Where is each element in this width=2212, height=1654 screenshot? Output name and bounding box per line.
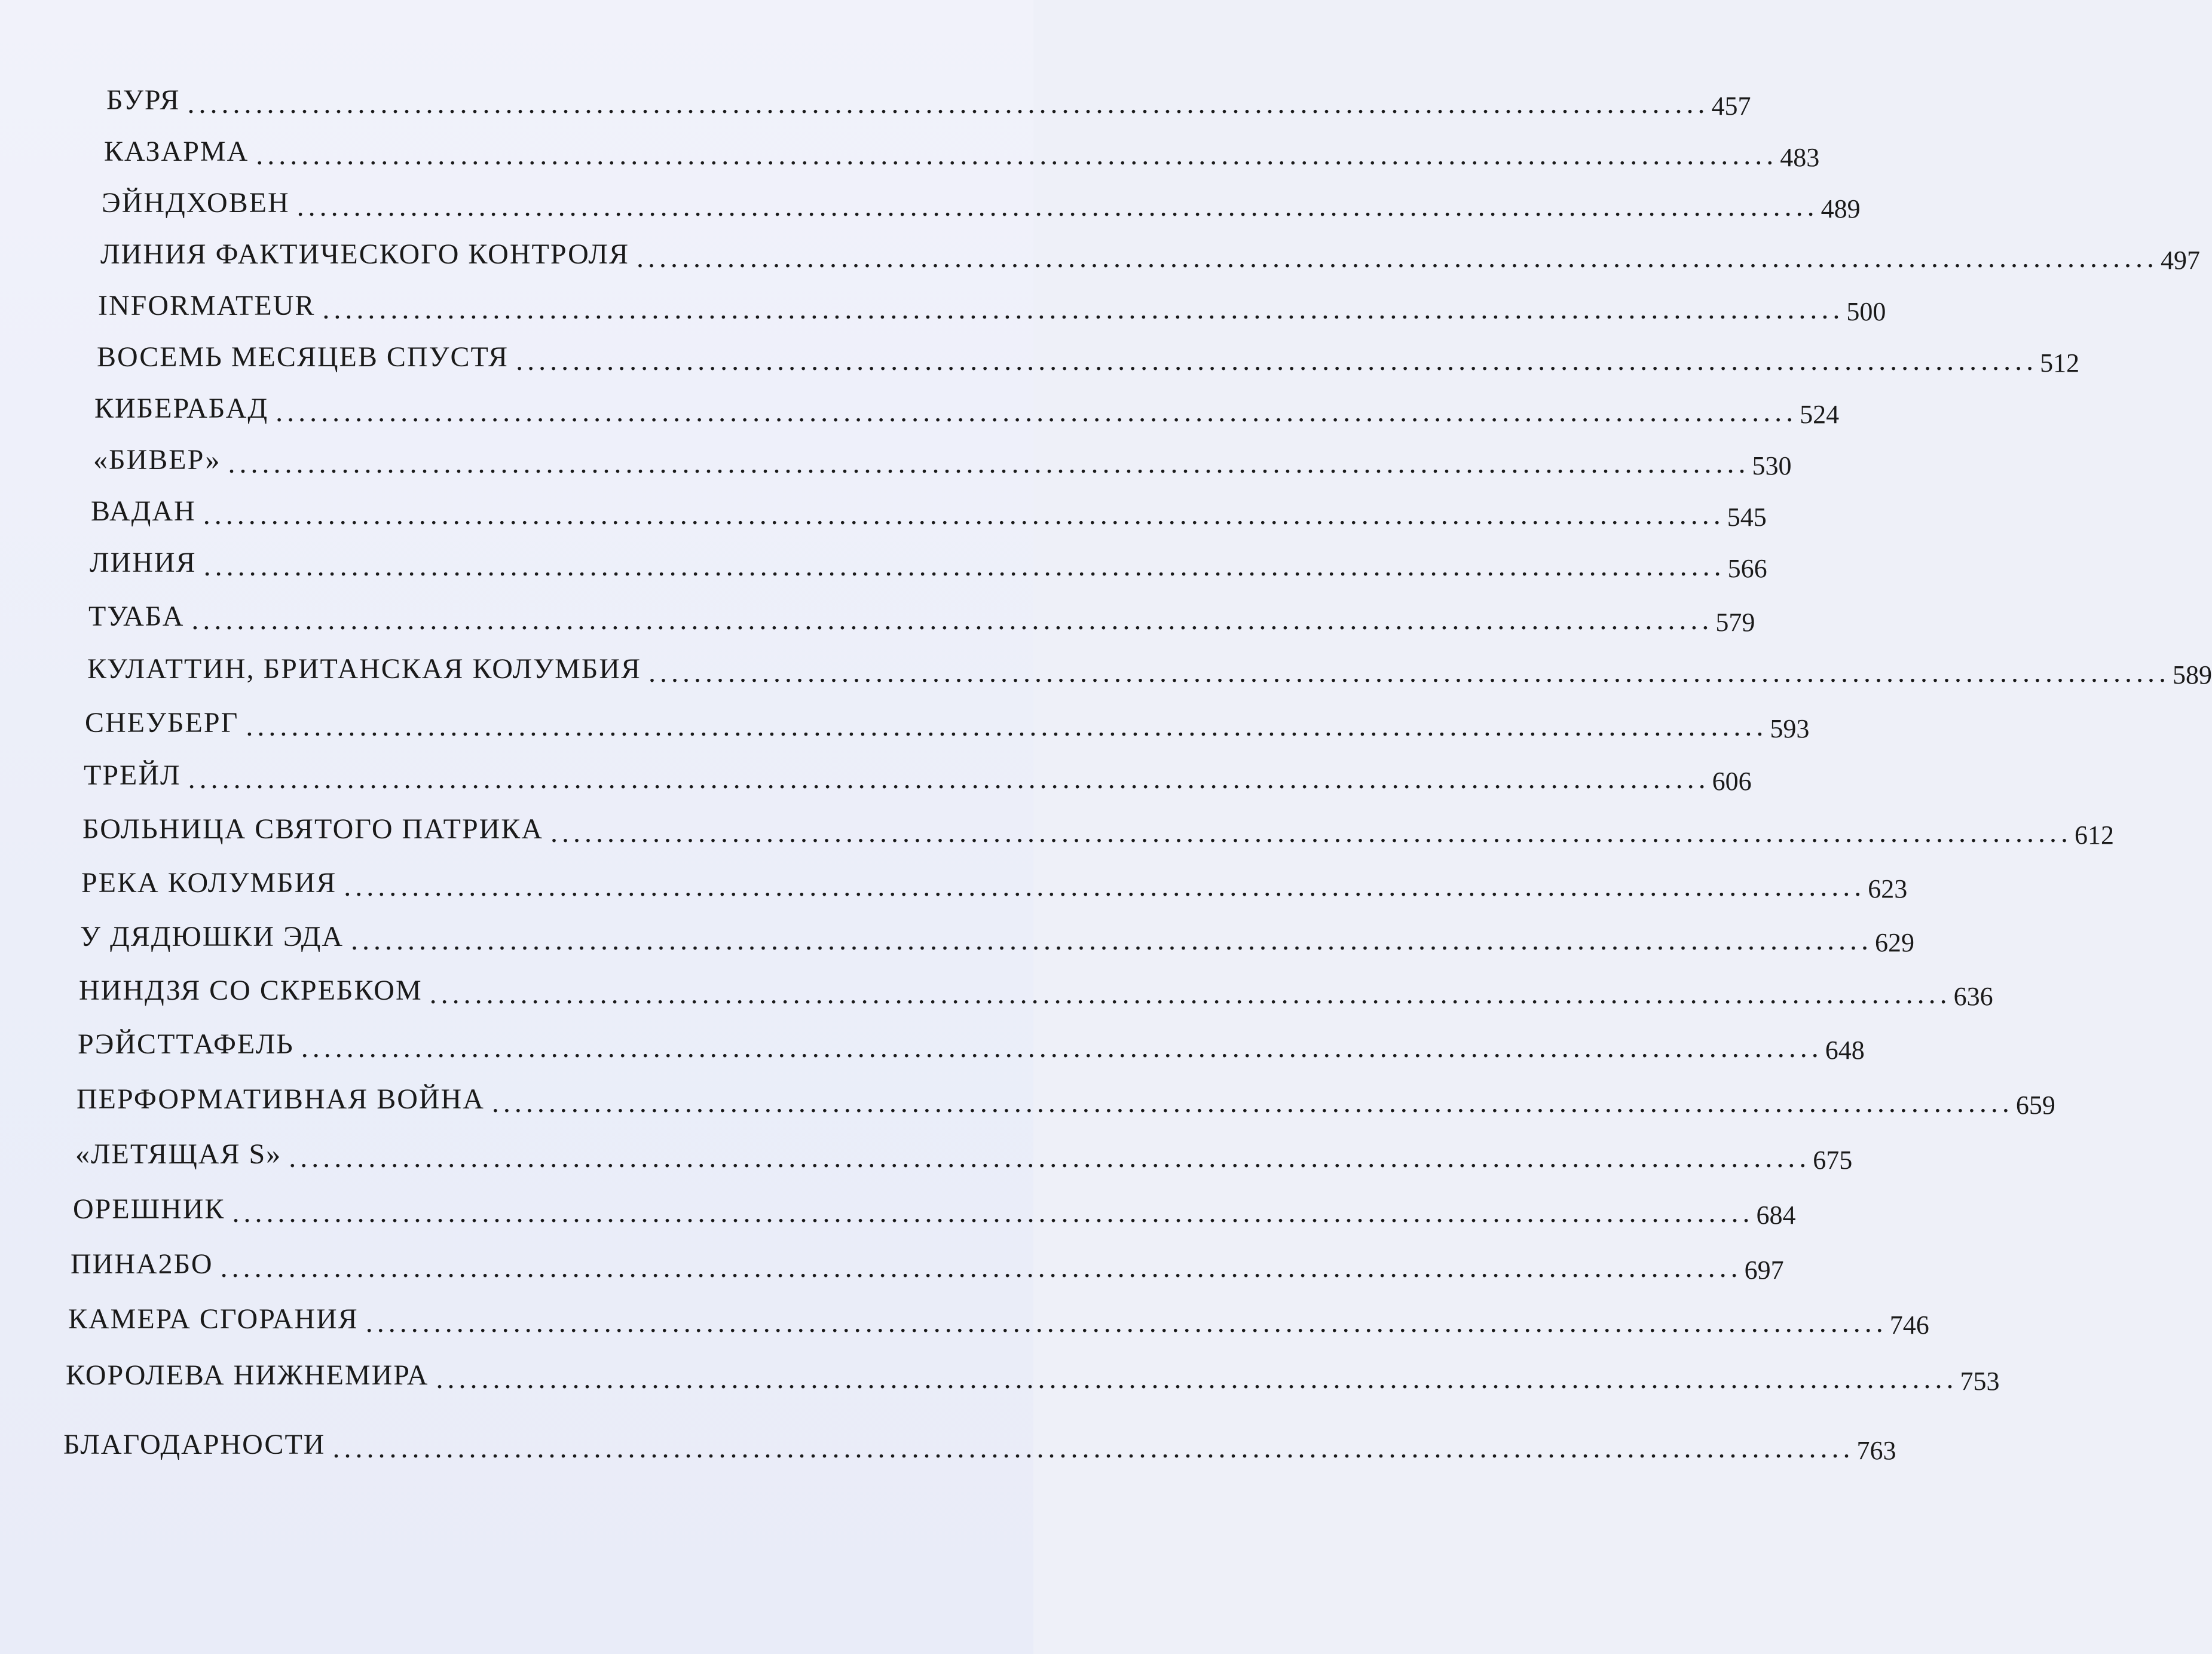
toc-entry <box>94 387 1840 429</box>
toc-entry-title: У ДЯДЮШКИ ЭДА <box>80 921 344 952</box>
toc-entry <box>78 1023 1865 1065</box>
toc-entry <box>93 439 1792 480</box>
toc-entry-page: 545 <box>1727 503 1767 532</box>
toc-leader-dots: ...................................................................................................................................... <box>228 448 1750 479</box>
toc-entry-page: 489 <box>1821 194 1861 223</box>
toc-entry-title: КУЛАТТИН, БРИТАНСКАЯ КОЛУМБИЯ <box>87 653 642 685</box>
toc-entry <box>63 1423 1896 1465</box>
toc-entry <box>66 1354 2000 1396</box>
toc-entry <box>106 79 1751 121</box>
toc-entry-page: 524 <box>1800 400 1840 429</box>
toc-leader-dots: ...................................................................................................................................... <box>491 1087 2014 1119</box>
toc-entry <box>90 541 1767 583</box>
toc-entry-page: 675 <box>1813 1145 1853 1175</box>
toc-entry-page: 593 <box>1770 714 1810 743</box>
toc-leader-dots: ...................................................................................................................................... <box>648 657 2171 688</box>
toc-entry <box>68 1298 1929 1340</box>
toc-entry-page: 629 <box>1874 928 1914 957</box>
toc-entry-page: 606 <box>1712 767 1752 796</box>
toc-entry-title: КАМЕРА СГОРАНИЯ <box>68 1303 359 1335</box>
toc-leader-dots: ...................................................................................................................................... <box>636 242 2158 274</box>
toc-entry-page: 566 <box>1727 554 1767 583</box>
toc-leader-dots: ...................................................................................................................................... <box>429 978 1951 1010</box>
toc-entry-title: БОЛЬНИЦА СВЯТОГО ПАТРИКА <box>82 813 543 845</box>
toc-leader-dots: ...................................................................................................................................... <box>256 139 1778 171</box>
toc-leader-dots: ...................................................................................................................................... <box>350 924 1873 956</box>
toc-leader-dots: ...................................................................................................................................... <box>191 604 1714 636</box>
toc-entry-title: ВАДАН <box>91 495 196 527</box>
toc-entry-title: РЕКА КОЛУМБИЯ <box>81 867 337 899</box>
toc-entry <box>87 648 2212 690</box>
toc-entry-page: 589 <box>2173 660 2212 690</box>
toc-entry <box>75 1133 1853 1175</box>
toc-entry-title: ОРЕШНИК <box>73 1193 225 1225</box>
toc-entry <box>102 182 1861 223</box>
toc-leader-dots: ...................................................................................................................................... <box>289 1142 1811 1174</box>
toc-entry-page: 753 <box>1960 1367 2000 1396</box>
toc-entry <box>81 862 1908 903</box>
toc-entry-page: 530 <box>1752 451 1792 480</box>
toc-entry <box>85 702 1810 743</box>
toc-entry <box>98 284 1886 326</box>
toc-entry-page: 659 <box>2015 1091 2055 1120</box>
toc-entry-title: БЛАГОДАРНОСТИ <box>63 1429 326 1460</box>
toc-entry-title: ЭЙНДХОВЕН <box>102 187 290 219</box>
toc-entry <box>91 490 1767 532</box>
toc-leader-dots: ...................................................................................................................................... <box>220 1252 1742 1284</box>
toc-entry-title: КИБЕРАБАД <box>94 393 269 424</box>
toc-entry-page: 697 <box>1744 1255 1784 1285</box>
toc-entry <box>104 130 1820 172</box>
toc-leader-dots: ...................................................................................................................................... <box>301 1032 1823 1064</box>
toc-entry-title: КОРОЛЕВА НИЖНЕМИРА <box>66 1359 429 1391</box>
toc-leader-dots: ...................................................................................................................................... <box>436 1363 1958 1395</box>
toc-entry-title: «БИВЕР» <box>93 444 221 476</box>
toc-entry-page: 512 <box>2040 348 2080 378</box>
toc-leader-dots: ...................................................................................................................................... <box>516 345 2038 376</box>
toc-entry <box>73 1188 1796 1230</box>
toc-entry-page: 483 <box>1780 143 1820 172</box>
toc-entry-title: ЛИНИЯ <box>90 547 197 578</box>
toc-entry-page: 763 <box>1856 1436 1896 1465</box>
toc-entry-page: 579 <box>1715 608 1755 637</box>
toc-leader-dots: ...................................................................................................................................... <box>332 1432 1855 1464</box>
toc-leader-dots: ...................................................................................................................................... <box>203 550 1725 582</box>
toc-leader-dots: ...................................................................................................................................... <box>296 191 1819 222</box>
toc-entry-page: 746 <box>1889 1310 1929 1340</box>
toc-entry-page: 684 <box>1756 1200 1796 1230</box>
toc-leader-dots: ...................................................................................................................................... <box>365 1307 1887 1338</box>
toc-entry-title: ПЕРФОРМАТИВНАЯ ВОЙНА <box>77 1083 485 1115</box>
toc-entry-title: ЛИНИЯ ФАКТИЧЕСКОГО КОНТРОЛЯ <box>100 238 629 270</box>
toc-entry <box>88 595 1755 637</box>
toc-entry-title: СНЕУБЕРГ <box>85 707 239 739</box>
toc-entry <box>71 1243 1784 1285</box>
toc-entry-title: ТУАБА <box>88 601 185 632</box>
toc-entry-title: ТРЕЙЛ <box>84 759 181 791</box>
toc-entry-page: 500 <box>1846 297 1886 326</box>
toc-entry-title: НИНДЗЯ СО СКРЕБКОМ <box>79 975 423 1006</box>
toc-leader-dots: ...................................................................................................................................... <box>188 763 1710 795</box>
toc-entry-page: 612 <box>2074 820 2114 850</box>
toc-entry-title: «ЛЕТЯЩАЯ S» <box>75 1138 282 1170</box>
toc-entry <box>79 969 1993 1011</box>
toc-entry <box>100 233 2200 275</box>
toc-entry <box>84 754 1752 796</box>
toc-leader-dots: ...................................................................................................................................... <box>246 710 1768 742</box>
toc-entry-title: КАЗАРМА <box>104 136 249 167</box>
toc-entry-title: БУРЯ <box>106 84 180 116</box>
toc-leader-dots: ...................................................................................................................................... <box>203 499 1725 531</box>
toc-entry-page: 636 <box>1953 982 1993 1011</box>
toc-entry-title: РЭЙСТТАФЕЛЬ <box>78 1028 294 1060</box>
toc-leader-dots: ...................................................................................................................................... <box>550 817 2072 849</box>
toc-entry-page: 457 <box>1711 91 1751 121</box>
toc-entry <box>97 336 2080 378</box>
toc-entry-title: ВОСЕМЬ МЕСЯЦЕВ СПУСТЯ <box>97 341 509 373</box>
toc-leader-dots: ...................................................................................................................................... <box>322 293 1844 325</box>
toc-entry-page: 497 <box>2160 246 2200 275</box>
toc-leader-dots: ...................................................................................................................................... <box>232 1197 1754 1229</box>
toc-leader-dots: ...................................................................................................................................... <box>276 396 1798 428</box>
toc-entry-title: ПИНА2БО <box>71 1248 213 1280</box>
toc-entry <box>80 915 1914 957</box>
toc-entry <box>82 808 2114 850</box>
toc-leader-dots: ...................................................................................................................................... <box>344 871 1866 902</box>
toc-entry <box>77 1078 2055 1120</box>
toc-leader-dots: ...................................................................................................................................... <box>187 88 1709 120</box>
toc-entry-page: 623 <box>1868 874 1908 903</box>
toc-entry-page: 648 <box>1825 1036 1865 1065</box>
toc-entry-title: INFORMATEUR <box>98 290 316 321</box>
